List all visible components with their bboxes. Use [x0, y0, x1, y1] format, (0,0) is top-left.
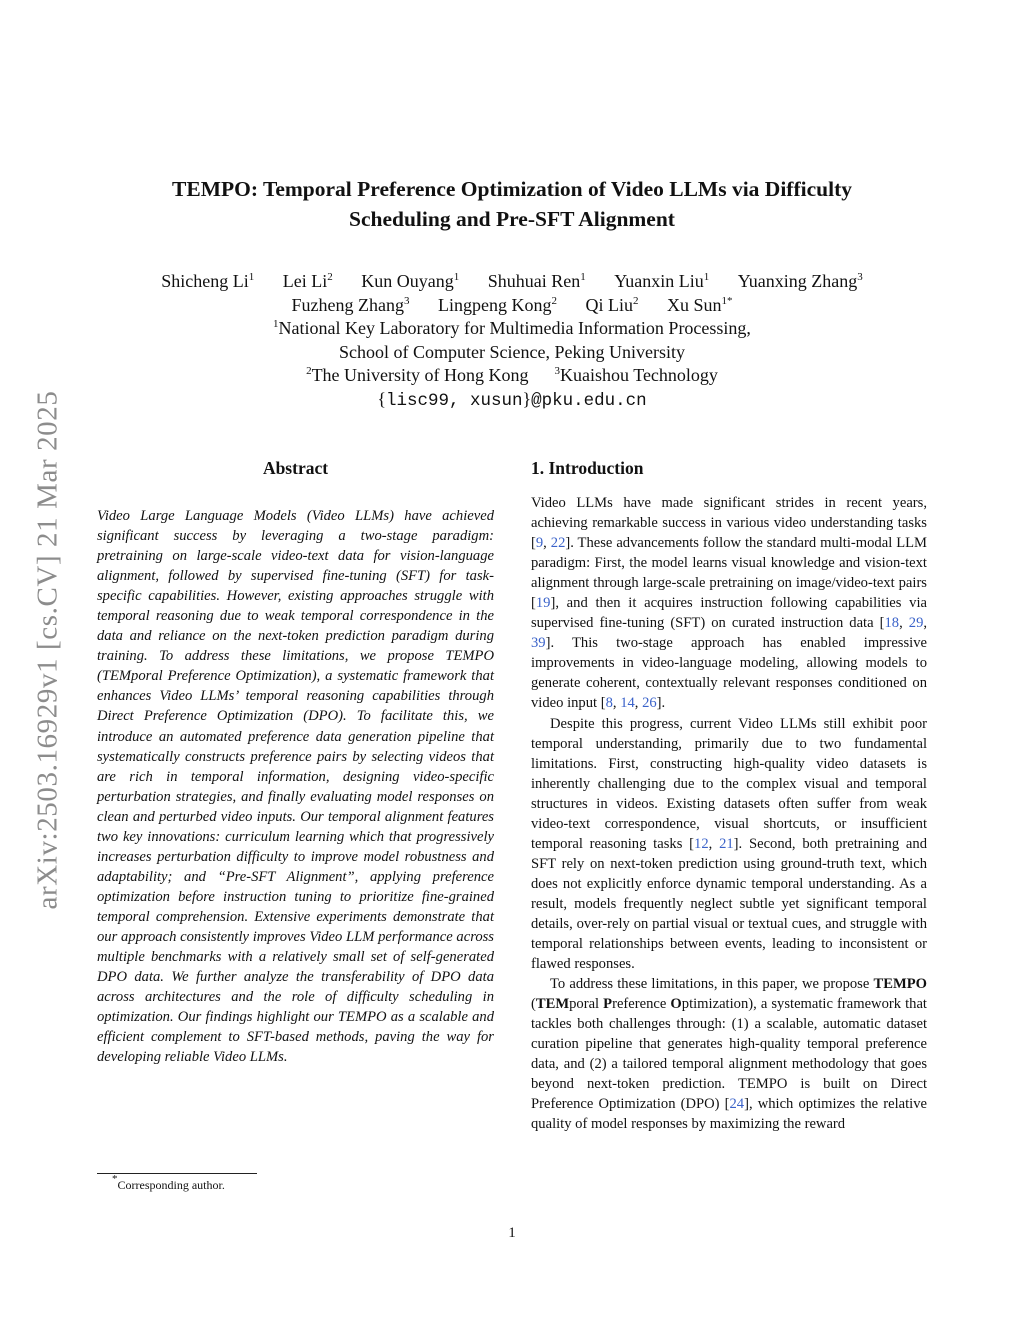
author-row-2	[100, 294, 924, 318]
citation-link[interactable]: 9	[535, 535, 544, 552]
author: Fuzheng Zhang$^3$	[291, 294, 410, 315]
citation-link[interactable]: 21	[719, 835, 734, 852]
page-number: 1	[508, 1225, 516, 1241]
citation-link[interactable]: 22	[550, 535, 566, 552]
title-line-2: Scheduling and Pre-SFT Alignment	[349, 207, 675, 231]
intro-paragraph-1: Video LLMs have made significant strides in recent years, achieving remarkable success in various video understanding tasks [9, 22]. These advancements follow the standard multi-modal LLM paradigm: First, the model learns visual knowledge and vision-text alignment through large-scale pretraining on image/video-text pairs [19], and then it acquires instruction following capabilities via supervised fine-tuning (SFT) on curated instruction data [18, 29, 39]. This two-stage approach has enabled impressive improvements in video-language modeling, allowing models to generate coherent, contextually relevant responses conditioned on video input [8, 14, 26].	[531, 495, 928, 712]
citation-link[interactable]: 29	[908, 615, 924, 632]
intro-paragraph-2: Despite this progress, current Video LLMs still exhibit poor temporal understanding, primarily due to two fundamental limitations. First, constructing high-quality video datasets is inherently challenging due to the complex visual and temporal structures in videos. Existing datasets often suffer from weak video-text correspondence, visual shortcuts, or insufficient temporal reasoning tasks [12, 21]. Second, both pretraining and SFT rely on next-token prediction using ground-truth text, which does not explicitly enforce dynamic temporal understanding. As a result, models frequently neglect subtle yet significant temporal details, over-rely on partial visual or textual cues, and struggle with temporal relationships between events, leading to inconsistent or flawed responses.	[531, 715, 927, 973]
footnote-divider	[97, 1173, 257, 1174]
citation-link[interactable]: 18	[884, 615, 900, 632]
author: Kun Ouyang$^1$	[361, 271, 460, 291]
author: Lingpeng Kong$^2$	[437, 294, 557, 315]
abstract-paragraph: Video Large Language Models (Video LLMs) have achieved significant success by leveraging a two-stage paradigm: pretraining on large-scale video-text data for vision-language alignment, followed by supervised fine-tuning (SFT) for task-specific capabilities. However, existing approaches struggle with temporal reasoning due to weak temporal correspondence in the data and reliance on the next-token prediction paradigm during training. To address these limitations, we propose TEMPO (TEMporal Preference Optimization), a systematic framework that enhances Video LLMs’ temporal reasoning capabilities through Direct Preference Optimization (DPO). To facilitate this, we introduce an automated preference data generation pipeline that systematically constructs preference pairs by selecting videos that are rich in temporal information, designing video-specific perturbation strategies, and finally evaluating model responses on clean and perturbed video inputs. Our temporal alignment features two key innovations: curriculum learning which that progressively increases perturbation difficulty to improve model robustness and adaptability; and “Pre-SFT Alignment”, applying preference optimization before instruction tuning to prioritize fine-grained temporal comprehension. Extensive experiments demonstrate that our approach consistently improves Video LLM performance across multiple benchmarks with a relatively small set of self-generated DPO data. We further analyze the transferability of DPO data across architectures and the role of difficulty scheduling in optimization. Our findings highlight our TEMPO as a scalable and efficient complement to SFT-based methods, paving the way for developing reliable Video LLMs.	[97, 508, 494, 1066]
arxiv-identifier: arXiv:2503.16929v1 [cs.CV] 21 Mar 2025	[31, 390, 64, 910]
affiliation-2-3: $^2$The University of Hong Kong $^3$Kuaishou Technology	[306, 365, 718, 385]
affiliation-1-line-2: School of Computer Science, Peking University	[339, 341, 685, 362]
introduction-heading: 1. Introduction	[531, 458, 644, 478]
introduction-text	[531, 493, 927, 1135]
author: Yuanxin Liu$^1$	[614, 271, 710, 291]
author-block	[100, 270, 924, 413]
author: Shuhuai Ren$^1$	[487, 271, 586, 291]
author: Xu Sun$^{1*}$	[666, 294, 733, 315]
author: Qi Liu$^2$	[585, 294, 639, 315]
citation-link[interactable]: 26	[642, 695, 657, 712]
citation-link[interactable]: 12	[694, 835, 709, 852]
citation-link[interactable]: 24	[729, 1096, 745, 1113]
author: Shicheng Li$^1$	[161, 271, 255, 291]
author: Yuanxing Zhang$^3$	[737, 271, 863, 291]
author-row-1	[100, 270, 924, 294]
citation-link[interactable]: 14	[620, 695, 635, 712]
footnote: *Corresponding author.	[112, 1173, 225, 1192]
affiliation-1-line-1: $^1$National Key Laboratory for Multimedia Information Processing,	[273, 318, 751, 338]
citation-link[interactable]: 8	[605, 695, 613, 712]
abstract-heading: Abstract	[262, 458, 329, 478]
title-line-1: TEMPO: Temporal Preference Optimization of Video LLMs via Difficulty	[172, 177, 852, 201]
citation-link[interactable]: 39	[531, 635, 546, 652]
author: Lei Li$^2$	[282, 271, 333, 291]
citation-link[interactable]: 19	[535, 595, 551, 612]
intro-paragraph-3: To address these limitations, in this paper, we propose TEMPO (TEMporal Preference Optimization), a systematic framework that tackles both challenges through: (1) a scalable, automatic dataset curation pipeline that generates high-quality temporal preference data, and (2) a tailored temporal alignment methodology that goes beyond next-token prediction. TEMPO is built on Direct Preference Optimization (DPO) [24], which optimizes the relative quality of model responses by maximizing the reward	[531, 976, 928, 1133]
abstract-text	[97, 506, 494, 1067]
paper-title	[120, 174, 904, 234]
email-line: {lisc99, xusun}@pku.edu.cn	[377, 388, 647, 411]
